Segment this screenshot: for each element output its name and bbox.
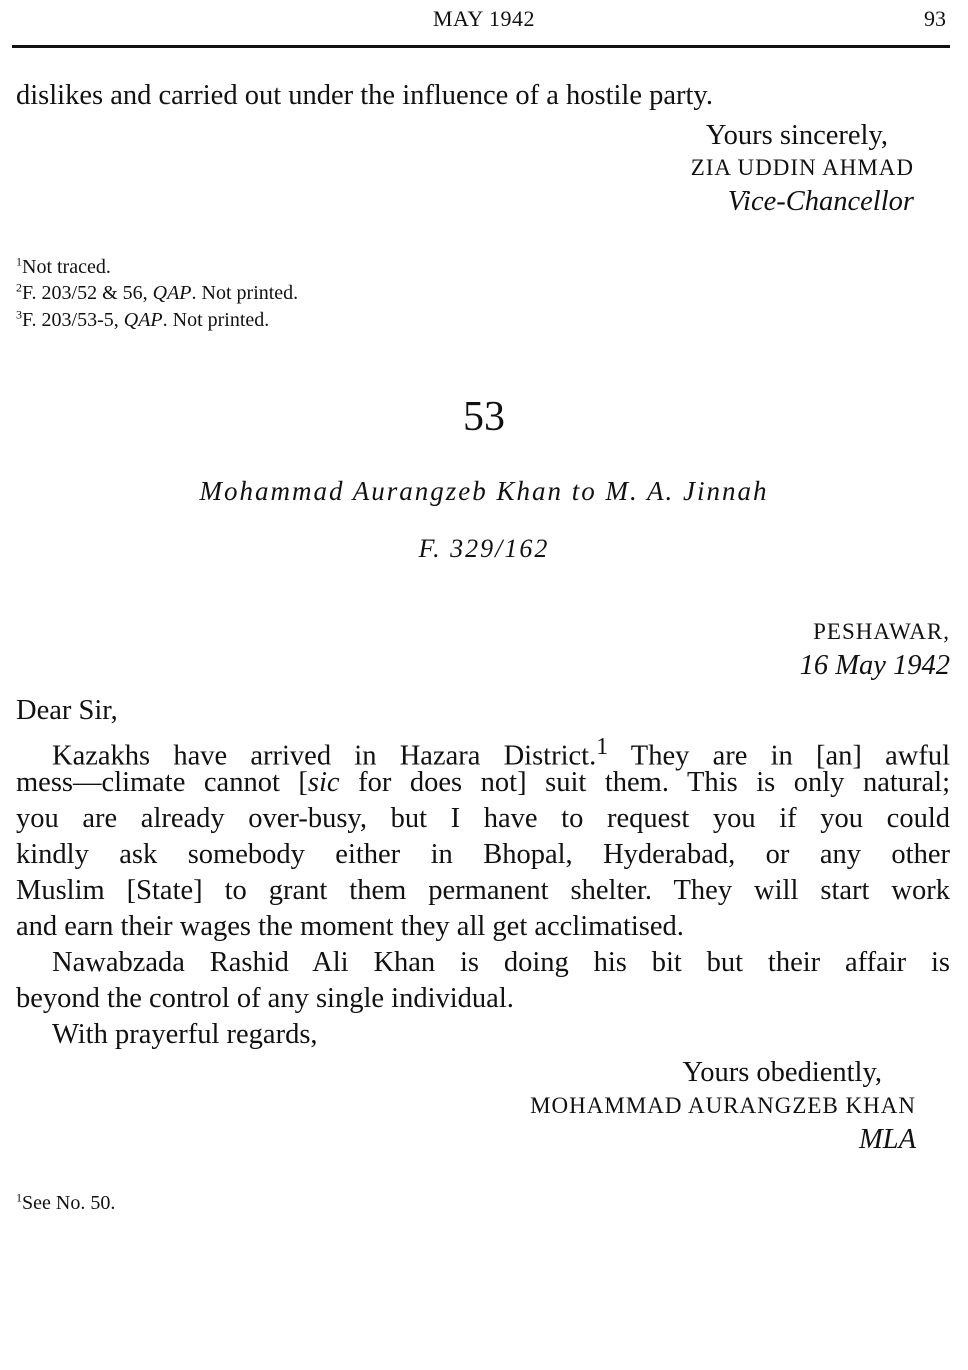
prev-letter-signatory: ZIA UDDIN AHMAD (690, 155, 914, 180)
running-header: MAY 1942 (432, 6, 535, 31)
prev-letter-valediction: Yours sincerely, (705, 120, 888, 151)
header-rule (12, 45, 950, 48)
letter-date: 16 May 1942 (799, 650, 950, 681)
page-number: 93 (924, 6, 946, 31)
footnote: $^3$F. 203/53-5, QAP. Not printed. (16, 307, 270, 331)
document-number: 53 (463, 394, 505, 440)
salutation: Dear Sir, (16, 695, 118, 726)
body-line: you are already over-busy, but I have to request you if you could (16, 803, 950, 834)
body-line: Muslim [State] to grant them permanent shelter. They will start work (16, 875, 950, 906)
valediction: Yours obediently, (682, 1057, 882, 1088)
body-line: mess—climate cannot [sic for does not] suit them. This is only natural; (16, 767, 950, 798)
footnote: $^1$See No. 50. (16, 1190, 116, 1214)
document-reference: F. 329/162 (418, 534, 550, 563)
body-line: beyond the control of any single individual. (16, 983, 514, 1014)
body-line: Nawabzada Rashid Ali Khan is doing his bit but their affair is (52, 947, 950, 978)
prev-letter-designation: Vice-Chancellor (727, 186, 914, 217)
signatory: MOHAMMAD AURANGZEB KHAN (530, 1093, 916, 1118)
body-line: With prayerful regards, (52, 1019, 318, 1050)
letter-place: PESHAWAR, (813, 619, 950, 644)
body-line: kindly ask somebody either in Bhopal, Hyderabad, or any other (16, 839, 950, 870)
designation: MLA (859, 1124, 916, 1155)
footnote: $^1$Not traced. (16, 254, 111, 278)
footnote: $^2$F. 203/52 & 56, QAP. Not printed. (16, 280, 299, 304)
document-title: Mohammad Aurangzeb Khan to M. A. Jinnah (199, 476, 769, 506)
prev-letter-closing-line: dislikes and carried out under the influence of a hostile party. (16, 80, 713, 111)
body-line: and earn their wages the moment they all get acclimatised. (16, 911, 684, 942)
body-line: Kazakhs have arrived in Hazara District.$^1$ They are in [an] awful (52, 734, 950, 772)
